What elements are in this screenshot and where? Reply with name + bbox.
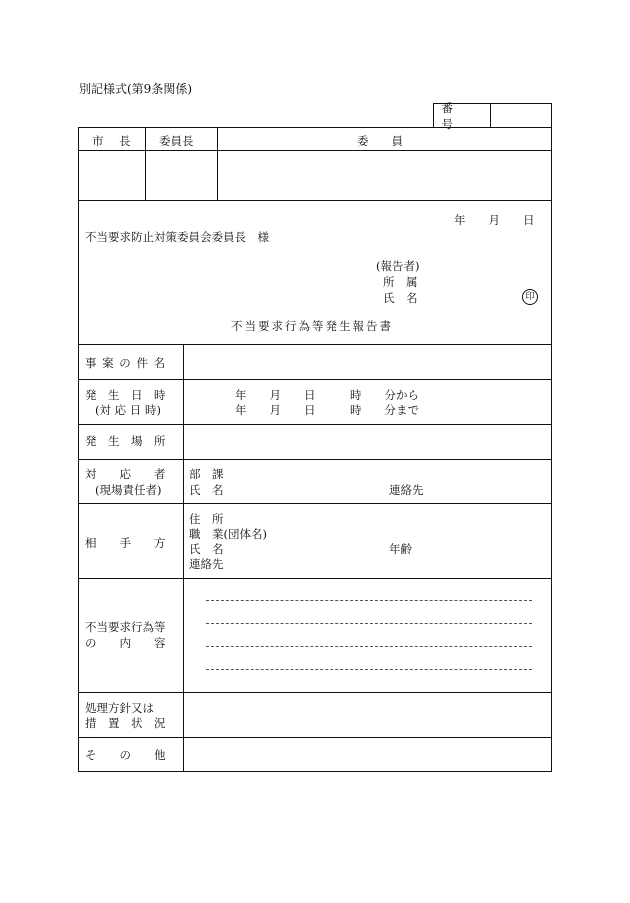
- content-label: 不当要求行為等: [85, 620, 166, 634]
- other-label: そ の 他: [85, 748, 166, 762]
- policy-label-sub: 措 置 状 況: [85, 716, 166, 730]
- divider: [145, 128, 146, 200]
- report-form: [78, 127, 552, 772]
- divider: [79, 379, 551, 380]
- divider: [79, 200, 551, 201]
- seal-icon: 印: [522, 289, 538, 305]
- form-label: 別記様式(第9条関係): [79, 82, 192, 96]
- number-box: [433, 100, 552, 131]
- datetime-from: 年 月 日 時 分から: [235, 388, 419, 402]
- responder-label: 対 応 者: [85, 467, 166, 481]
- datetime-sub-label: (対 応 日 時): [95, 403, 161, 417]
- mayor-stamp-area[interactable]: [80, 152, 144, 199]
- content-label-sub: の 内 容: [85, 636, 166, 650]
- party-label: 相 手 方: [85, 536, 166, 550]
- case-name-label: 事 案 の 件 名: [85, 356, 167, 370]
- divider: [79, 737, 551, 738]
- divider: [217, 128, 218, 200]
- divider: [79, 459, 551, 460]
- vice-chair-label: 委員長: [159, 134, 194, 148]
- mayor-label: 市 長: [92, 134, 133, 148]
- datetime-label: 発 生 日 時: [85, 388, 166, 402]
- divider: [79, 424, 551, 425]
- other-field[interactable]: [185, 739, 549, 770]
- age-label: 年齢: [389, 542, 412, 556]
- policy-label: 処理方針又は: [85, 701, 154, 715]
- vice-chair-stamp-area[interactable]: [147, 152, 216, 199]
- divider: [79, 692, 551, 693]
- party-contact-label: 連絡先: [189, 557, 224, 571]
- members-label: 委 員: [357, 134, 403, 148]
- report-title: 不当要求行為等発生報告書: [231, 319, 393, 333]
- content-line[interactable]: [206, 669, 532, 670]
- content-line[interactable]: [206, 623, 532, 624]
- responder-contact-label: 連絡先: [389, 483, 424, 497]
- divider: [79, 503, 551, 504]
- content-line[interactable]: [206, 600, 532, 601]
- divider: [183, 344, 184, 772]
- addressee: 不当要求防止対策委員会委員長 様: [85, 230, 269, 244]
- policy-field[interactable]: [185, 694, 549, 736]
- divider: [79, 578, 551, 579]
- number-label: 番 号: [434, 104, 491, 127]
- place-label: 発 生 場 所: [85, 434, 166, 448]
- datetime-to: 年 月 日 時 分まで: [235, 403, 419, 417]
- dept-label: 部 課: [189, 467, 224, 481]
- case-name-field[interactable]: [185, 346, 549, 378]
- reporter-label: (報告者): [376, 259, 420, 273]
- responder-sub-label: (現場責任者): [95, 483, 162, 497]
- party-name-label: 氏 名: [189, 542, 224, 556]
- divider: [79, 344, 551, 345]
- members-stamp-area[interactable]: [219, 152, 549, 199]
- name-label: 氏 名: [383, 291, 418, 305]
- content-line[interactable]: [206, 646, 532, 647]
- affiliation-label: 所 属: [383, 275, 418, 289]
- report-date: 年 月 日: [454, 213, 535, 227]
- divider: [79, 150, 551, 151]
- address-label: 住 所: [189, 512, 224, 526]
- place-field[interactable]: [185, 426, 549, 458]
- responder-name-label: 氏 名: [189, 483, 224, 497]
- number-field[interactable]: [491, 104, 551, 127]
- occupation-label: 職 業(団体名): [189, 527, 267, 541]
